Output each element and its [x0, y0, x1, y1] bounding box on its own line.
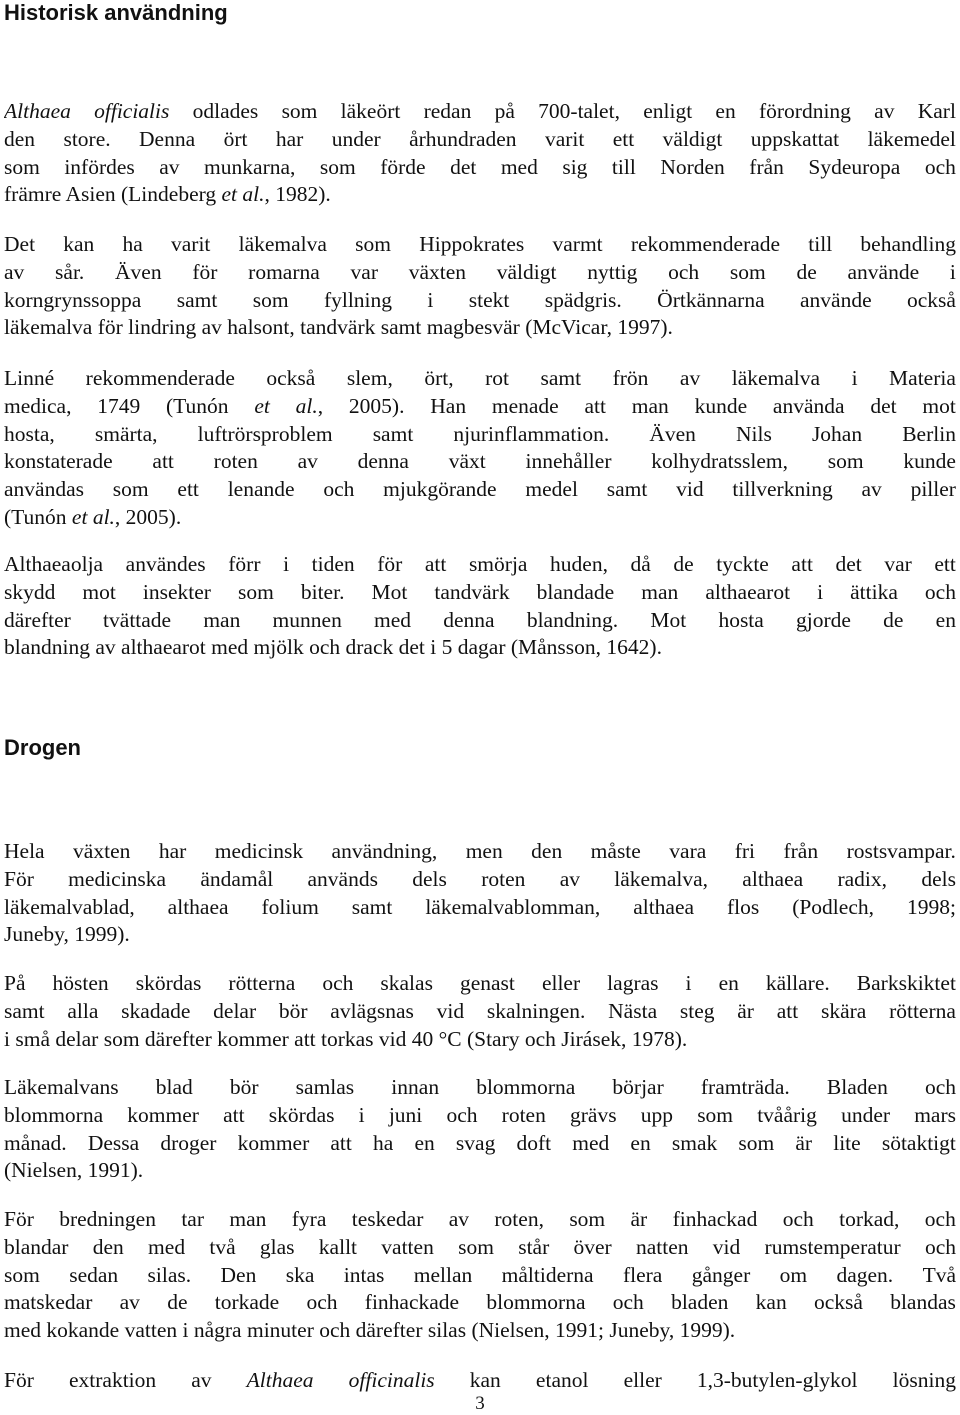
paragraph-historisk-2: [4, 231, 956, 342]
paragraph-line: som infördes av munkarna, som förde det med sig till Norden från Sydeuropa och: [4, 154, 956, 179]
paragraph-line: På hösten skördas rötterna och skalas genast eller lagras i en källare. Barkskiktet: [4, 971, 956, 995]
paragraph-line: korngrynssoppa samt som fyllning i stekt spädgris. Örtkännarna använde också: [4, 287, 956, 312]
paragraph-line: månad. Dessa droger kommer att ha en svag doft med en smak som är lite sötaktigt: [4, 1130, 956, 1155]
paragraph-line: hosta, smärta, luftrörsproblem samt njurinflammation. Även Nils Johan Berlin: [4, 421, 956, 446]
paragraph-line: För bredningen tar man fyra teskedar av roten, som är finhackad och torkad, och: [4, 1207, 956, 1231]
paragraph-line: För extraktion av Althaea officinalis kan etanol eller 1,3-butylen-glykol lösning: [4, 1368, 956, 1392]
page-number: 3: [475, 1393, 485, 1414]
paragraph-line: blandar den med två glas kallt vatten som står över natten vid rumstemperatur och: [4, 1234, 956, 1259]
paragraph-line: läkemalva för lindring av halsont, tandvärk samt magbesvär (McVicar, 1997).: [4, 315, 673, 340]
paragraph-drogen-1: [4, 838, 956, 949]
paragraph-line: blommorna kommer att skördas i juni och roten grävs upp som tvåårig under mars: [4, 1102, 956, 1127]
paragraph-line: den store. Denna ört har under århundraden varit ett väldigt uppskattat läkemedel: [4, 126, 956, 151]
paragraph-drogen-3: [4, 1074, 956, 1185]
paragraph-drogen-5: [4, 1367, 956, 1395]
paragraph-line: samt alla skadade delar bör avlägsnas vid skalningen. Nästa steg är att skära rötterna: [4, 998, 956, 1023]
section-heading-drogen: Drogen: [4, 735, 81, 760]
paragraph-line: För medicinska ändamål används dels roten av läkemalva, althaea radix, dels: [4, 866, 956, 891]
paragraph-line: Althaeaolja användes förr i tiden för att smörja huden, då de tyckte att det var ett: [4, 552, 956, 576]
paragraph-drogen-4: [4, 1206, 956, 1345]
paragraph-historisk-4: [4, 551, 956, 662]
paragraph-line: blandning av althaearot med mjölk och drack det i 5 dagar (Månsson, 1642).: [4, 635, 662, 660]
paragraph-line: främre Asien (Lindeberg et al., 1982).: [4, 182, 331, 207]
paragraph-line: därefter tvättade man munnen med denna blandning. Mot hosta gjorde de en: [4, 607, 956, 632]
section-heading-historisk-anvandning: Historisk användning: [4, 0, 228, 25]
paragraph-line: som sedan silas. Den ska intas mellan måltiderna flera gånger om dagen. Två: [4, 1262, 956, 1287]
paragraph-line: skydd mot insekter som biter. Mot tandvärk blandade man althaearot i ättika och: [4, 579, 956, 604]
paragraph-line: konstaterade att roten av denna växt innehåller kolhydratsslem, som kunde: [4, 449, 956, 474]
paragraph-line: (Tunón et al., 2005).: [4, 504, 182, 529]
paragraph-drogen-2: [4, 970, 956, 1053]
paragraph-line: läkemalvablad, althaea folium samt läkemalvablomman, althaea flos (Podlech, 1998;: [4, 894, 956, 919]
paragraph-line: i små delar som därefter kommer att torkas vid 40 °C (Stary och Jirásek, 1978).: [4, 1026, 688, 1051]
paragraph-line: användas som ett lenande och mjukgörande medel samt vid tillverkning av piller: [4, 477, 956, 502]
paragraph-line: Det kan ha varit läkemalva som Hippokrates varmt rekommenderade till behandling: [4, 232, 956, 256]
paragraph-line: (Nielsen, 1991).: [4, 1158, 144, 1183]
paragraph-line: av sår. Även för romarna var växten väldigt nyttig och som de använde i: [4, 259, 956, 284]
paragraph-line: matskedar av de torkade och finhackade blommorna och bladen kan också blandas: [4, 1290, 956, 1315]
paragraph-historisk-3: [4, 365, 956, 532]
paragraph-line: med kokande vatten i några minuter och därefter silas (Nielsen, 1991; Juneby, 1999).: [4, 1318, 736, 1343]
paragraph-line: Juneby, 1999).: [4, 922, 130, 947]
paragraph-historisk-1: [4, 98, 956, 209]
paragraph-line: Althaea officialis odlades som läkeört redan på 700-talet, enligt en förordning av Karl: [4, 99, 956, 123]
paragraph-line: Hela växten har medicinsk användning, men den måste vara fri från rostsvampar.: [4, 839, 956, 863]
paragraph-line: Läkemalvans blad bör samlas innan blommorna börjar framträda. Bladen och: [4, 1075, 956, 1099]
paragraph-line: medica, 1749 (Tunón et al., 2005). Han menade att man kunde använda det mot: [4, 393, 956, 418]
paragraph-line: Linné rekommenderade också slem, ört, rot samt frön av läkemalva i Materia: [4, 366, 956, 390]
